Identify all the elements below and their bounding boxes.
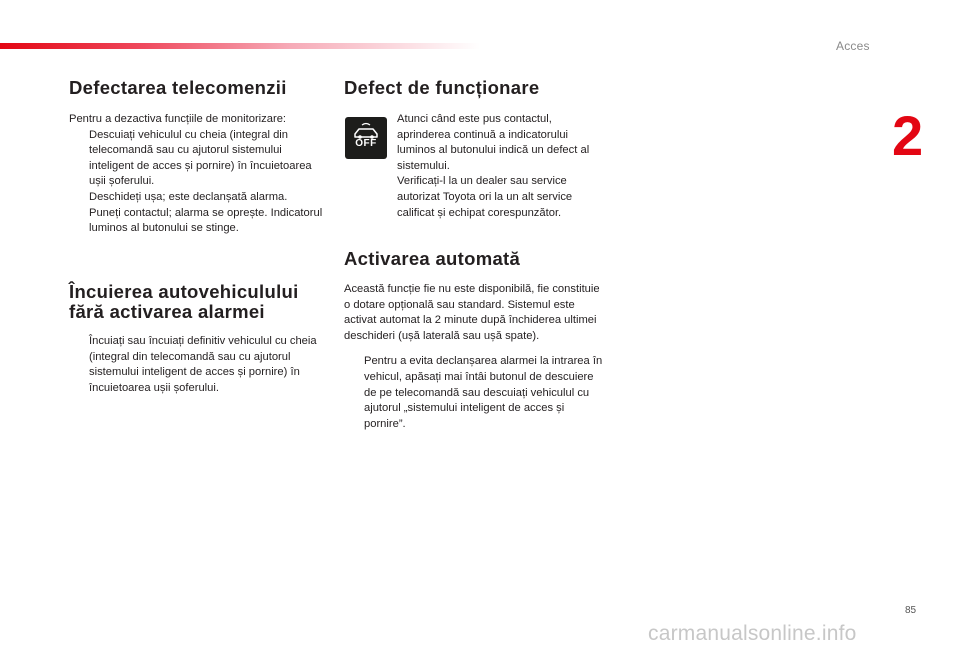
list-item	[344, 354, 604, 432]
list-item-text: Pentru a evita declanșarea alarmei la intrarea în vehicul, apăsați mai întâi butonul de descuiere de pe telecomandă sau descuiați vehiculul cu ajutorul „sistemului inteligent de acces și pornire”.	[364, 355, 603, 430]
list-item	[69, 334, 324, 396]
list-item	[69, 206, 324, 237]
malfunction-body	[397, 112, 602, 221]
alarm-off-icon	[345, 117, 387, 159]
title-line-2: fără activarea alarmei	[69, 301, 265, 322]
auto-activation-text: Această funcție fie nu este disponibilă, fie constituie o dotare opțională sau standard. Sistemul este activat automat la 2 minute după închiderea ultimei deschideri (ușă laterală sau ușă spate).	[344, 283, 600, 342]
remote-fault-section	[69, 78, 324, 237]
malfunction-title: Defect de funcționare	[344, 77, 540, 98]
title-line-1: Încuierea autovehiculului	[69, 281, 299, 302]
malfunction-text-1: Atunci când este pus contactul, aprinderea continuă a indicatorului luminos al butonului indică un defect al sistemului.	[397, 113, 590, 172]
list-item-text: Descuiați vehiculul cu cheia (integral din telecomandă sau cu ajutorul sistemului inteligent de acces și pornire) în încuietoarea ușii șoferului.	[89, 128, 312, 188]
list-item-text: Puneți contactul; alarma se oprește. Indicatorul luminos al butonului se stinge.	[89, 206, 323, 235]
list-item-text: Deschideți ușa; este declanșată alarma.	[89, 190, 288, 203]
page-number: 85	[905, 605, 917, 616]
list-item	[69, 190, 324, 206]
lock-without-alarm-title	[69, 282, 324, 322]
section-name: Acces	[836, 39, 870, 53]
top-accent-bar	[0, 43, 480, 49]
malfunction-text-2: Verificați-l la un dealer sau service autorizat Toyota ori la un alt service calificat și echipat corespunzător.	[397, 175, 573, 219]
list-item-text: Încuiați sau încuiați definitiv vehiculul cu cheia (integral din telecomandă sau cu ajutorul sistemului inteligent de acces și pornire) în încuietoarea ușii șoferului.	[89, 335, 317, 394]
lock-without-alarm-section	[69, 282, 324, 396]
chapter-number: 2	[892, 104, 924, 167]
off-label: OFF	[355, 138, 377, 149]
list-item	[69, 128, 324, 190]
auto-activation-section	[344, 249, 604, 432]
auto-activation-title: Activarea automată	[344, 248, 521, 269]
remote-fault-title: Defectarea telecomenzii	[69, 77, 287, 98]
watermark: carmanualsonline.info	[648, 622, 857, 645]
remote-fault-intro: Pentru a dezactiva funcțiile de monitorizare:	[69, 113, 287, 125]
malfunction-section	[344, 78, 604, 98]
